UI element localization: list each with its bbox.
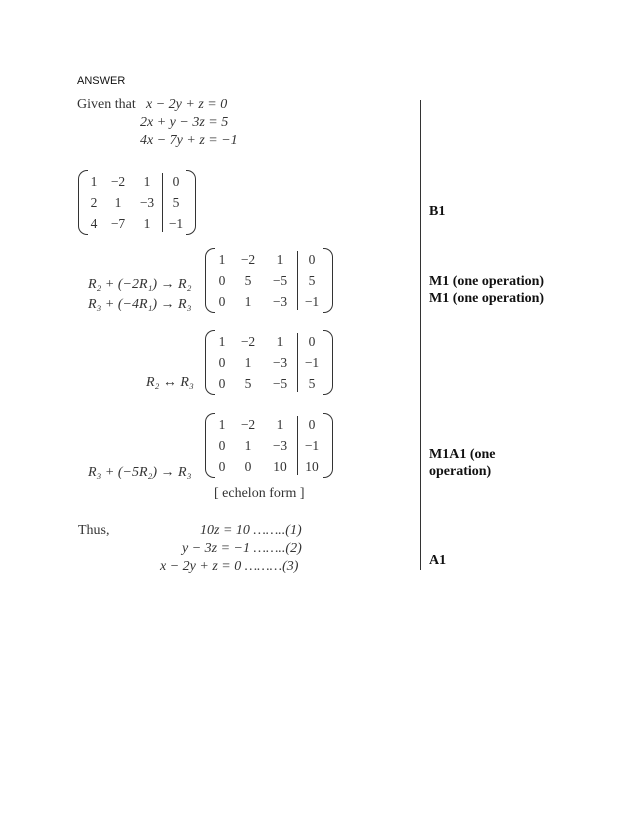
mark-m1-first: M1 (one operation)	[429, 274, 545, 289]
matrix-cell: 5	[244, 375, 252, 391]
matrix-cell: 0	[244, 458, 252, 474]
matrix-cell: 1	[90, 173, 98, 189]
matrix-cell: 1	[276, 333, 284, 349]
matrix-cell: 0	[308, 251, 316, 267]
given-equation-1: x − 2y + z = 0	[146, 97, 228, 112]
marking-divider	[420, 100, 421, 570]
matrix-cell: 1	[218, 416, 226, 432]
matrix-cell: 10	[273, 458, 287, 474]
step1-operation-2: R₃ + (−4R₁) → R₃	[88, 297, 192, 312]
matrix-cell: 0	[308, 416, 316, 432]
matrix-cell: −1	[168, 215, 184, 231]
matrix-cell: 2	[90, 194, 98, 210]
matrix-cell: 1	[244, 293, 252, 309]
matrix-cell: −2	[240, 251, 256, 267]
matrix-cell: 1	[143, 215, 151, 231]
step1-matrix	[205, 248, 333, 313]
matrix-cell: 5	[308, 375, 316, 391]
given-equation-3: 4x − 7y + z = −1	[140, 133, 238, 148]
matrix-cell: 1	[244, 437, 252, 453]
step3-matrix	[205, 413, 333, 478]
echelon-form-note: [ echelon form ]	[214, 486, 305, 501]
matrix-cell: 1	[276, 251, 284, 267]
matrix-cell: 0	[218, 293, 226, 309]
matrix-cell: −2	[110, 173, 126, 189]
thus-equation-2: y − 3z = −1 ……..(2)	[182, 541, 302, 556]
matrix-cell: −5	[272, 272, 288, 288]
augmented-matrix	[78, 170, 196, 235]
matrix-cell: −2	[240, 333, 256, 349]
matrix-cell: −3	[139, 194, 155, 210]
matrix-cell: 0	[218, 458, 226, 474]
mark-b1: B1	[429, 204, 446, 219]
matrix-cell: −3	[272, 293, 288, 309]
matrix-cell: 0	[218, 354, 226, 370]
step1-operation-1: R₂ + (−2R₁) → R₂	[88, 277, 192, 292]
given-equation-2: 2x + y − 3z = 5	[140, 115, 229, 130]
matrix-cell: 0	[308, 333, 316, 349]
matrix-cell: −1	[304, 354, 320, 370]
matrix-cell: −3	[272, 437, 288, 453]
matrix-cell: −1	[304, 437, 320, 453]
matrix-cell: −3	[272, 354, 288, 370]
answer-heading: ANSWER	[77, 75, 126, 87]
matrix-cell: 5	[308, 272, 316, 288]
matrix-cell: 4	[90, 215, 98, 231]
matrix-cell: −1	[304, 293, 320, 309]
matrix-cell: 0	[218, 272, 226, 288]
augmented-matrix-table	[84, 171, 190, 234]
mark-m1a1-line1: M1A1 (one	[429, 447, 496, 462]
thus-label: Thus,	[78, 523, 110, 538]
thus-equation-1: 10z = 10 ……..(1)	[200, 523, 302, 538]
matrix-cell: 5	[172, 194, 180, 210]
matrix-cell: 1	[218, 333, 226, 349]
matrix-cell: 1	[218, 251, 226, 267]
step3-matrix-table	[211, 414, 327, 477]
step2-matrix-table	[211, 331, 327, 394]
step2-operation: R₂ ↔ R₃	[146, 375, 194, 390]
matrix-cell: 1	[143, 173, 151, 189]
matrix-cell: 10	[305, 458, 319, 474]
mark-a1: A1	[429, 553, 447, 568]
matrix-cell: 1	[244, 354, 252, 370]
mark-m1a1-line2: operation)	[429, 464, 492, 479]
thus-equation-3: x − 2y + z = 0 ………(3)	[160, 559, 299, 574]
step1-matrix-table	[211, 249, 327, 312]
matrix-cell: 0	[218, 437, 226, 453]
matrix-cell: −5	[272, 375, 288, 391]
matrix-cell: −2	[240, 416, 256, 432]
matrix-cell: 0	[218, 375, 226, 391]
step3-operation: R₃ + (−5R₂) → R₃	[88, 465, 192, 480]
mark-m1-second: M1 (one operation)	[429, 291, 545, 306]
matrix-cell: 1	[276, 416, 284, 432]
matrix-cell: 5	[244, 272, 252, 288]
matrix-cell: 0	[172, 173, 180, 189]
given-prefix: Given that	[77, 97, 136, 112]
matrix-cell: −7	[110, 215, 126, 231]
step2-matrix	[205, 330, 333, 395]
matrix-cell: 1	[114, 194, 122, 210]
